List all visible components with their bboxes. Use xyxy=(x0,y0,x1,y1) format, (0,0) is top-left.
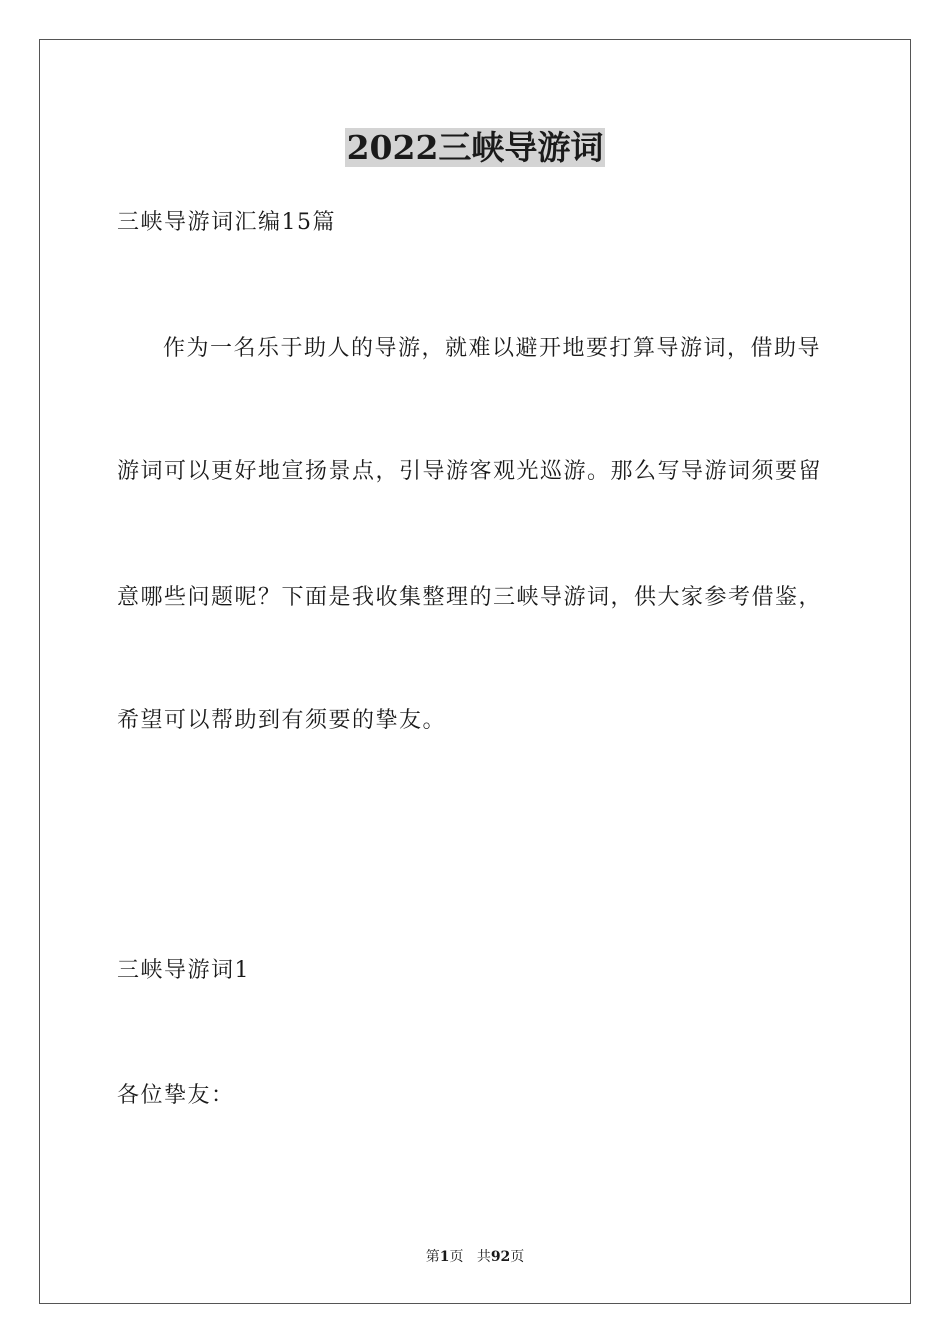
title-text: 2022三峡导游词 xyxy=(346,128,604,167)
document-title xyxy=(0,128,950,168)
page-footer xyxy=(0,1247,950,1267)
intro-line-3: 意哪些问题呢？下面是我收集整理的三峡导游词，供大家参考借鉴， xyxy=(117,585,823,610)
intro-line-4: 希望可以帮助到有须要的挚友。 xyxy=(117,708,447,733)
footer-total-prefix: 共 xyxy=(476,1249,491,1265)
greeting-line: 各位挚友： xyxy=(117,1083,235,1108)
document-subtitle: 三峡导游词汇编15篇 xyxy=(117,210,336,235)
intro-line-2: 游词可以更好地宣扬景点，引导游客观光巡游。那么写导游词须要留 xyxy=(117,459,823,484)
section-heading: 三峡导游词1 xyxy=(117,958,250,983)
footer-page-suffix: 页 xyxy=(449,1249,464,1265)
footer-total-suffix: 页 xyxy=(510,1249,525,1265)
footer-page-number: 1 xyxy=(439,1249,450,1265)
intro-line-1: 作为一名乐于助人的导游，就难以避开地要打算导游词，借助导 xyxy=(163,336,822,361)
footer-page-prefix: 第 xyxy=(425,1249,440,1265)
footer-total-pages: 92 xyxy=(490,1249,511,1265)
